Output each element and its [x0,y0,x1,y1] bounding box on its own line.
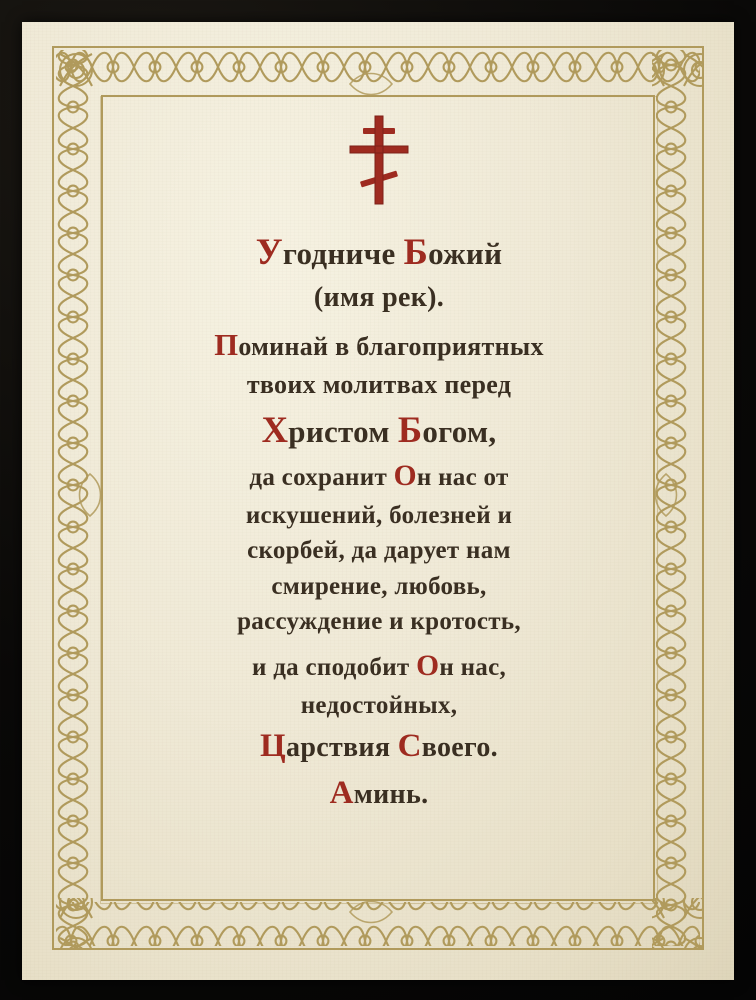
prayer-text [112,226,646,817]
initial-capital: П [214,327,239,362]
initial-capital: О [416,649,440,682]
prayer-line-14 [112,770,646,817]
prayer-line-3 [112,324,646,368]
initial-capital: А [329,775,354,812]
orthodox-cross-icon [344,112,414,208]
prayer-line-1 [112,226,646,278]
initial-capital: О [393,460,417,493]
prayer-line-5 [112,404,646,456]
line-text: огом, [422,414,497,450]
line-text: оминай в благоприятных [238,331,544,361]
prayer-line-10: рассуждение и кротость, [237,608,521,636]
line-text: н нас от [416,464,509,492]
initial-capital: С [397,728,422,765]
prayer-line-11 [112,646,646,688]
line-text: ристом [288,414,398,450]
initial-capital: Б [397,409,423,451]
initial-capital: У [255,231,283,272]
prayer-line-9: смирение, любовь, [271,572,487,600]
line-text: воего. [421,732,498,764]
card-content [112,112,646,817]
prayer-line-8: скорбей, да дарует нам [247,537,511,565]
initial-capital: Ц [260,728,287,765]
line-text: да сохранит [249,464,394,492]
line-text: годниче [282,236,404,271]
initial-capital: Б [403,231,429,272]
prayer-line-13 [112,723,646,770]
prayer-line-7: искушений, болезней и [245,501,513,529]
prayer-line-12: недостойных, [300,691,458,719]
line-text: минь. [353,779,429,811]
prayer-line-2: (имя рек). [313,281,445,313]
prayer-line-4: твоих молитвах перед [246,370,512,400]
initial-capital: Х [261,409,289,451]
prayer-card [22,22,734,980]
line-text: н нас, [439,653,507,681]
line-text: ожий [428,236,503,271]
line-text: арствия [286,732,398,764]
line-text: и да сподобит [251,653,417,681]
prayer-line-6 [112,456,646,498]
